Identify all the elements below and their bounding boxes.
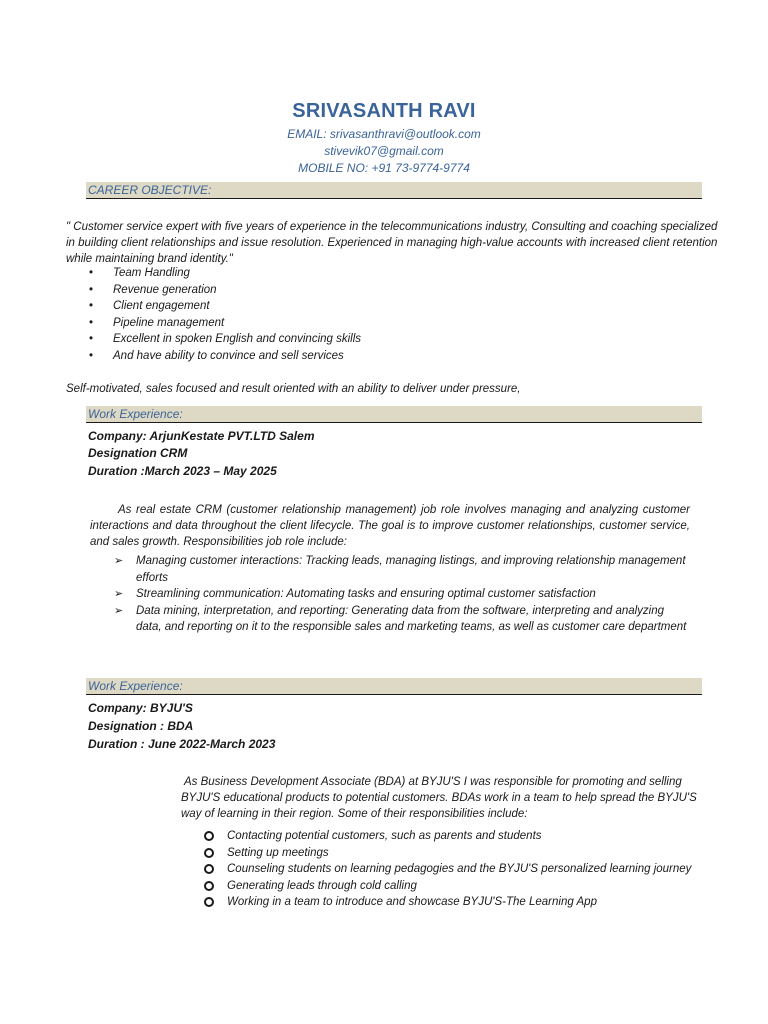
skills-list [89,265,673,365]
list-item: • Client engagement [89,300,210,313]
list-item: ➢ Streamlining communication: Automating tasks and ensuring optimal customer satisfaction [114,588,596,601]
designation: Designation : BDA [88,719,194,733]
list-item: Contacting potential customers, such as parents and students [227,828,727,845]
company-name: Company: ArjunKestate PVT.LTD Salem [88,429,315,443]
circle-bullet-icon [204,864,214,874]
job-description: As real estate CRM (customer relationship management) job role involves managing and analyzing customer interactions and data throughout the client lifecycle. The goal is to improve customer relationships, customer service, and sales growth. Responsibilities job role include: [90,504,690,548]
duration: Duration :March 2023 – May 2025 [88,464,277,478]
email-line-secondary: stivevik07@gmail.com [324,144,444,158]
circle-bullet-icon [204,897,214,907]
list-item: • And have ability to convince and sell services [89,349,344,362]
circle-bullet-icon [204,848,214,858]
email-line: EMAIL: srivasanthravi@outlook.com [287,127,481,141]
list-item: ➢ Data mining, interpretation, and reporting: Generating data from the software, interpreting and analyzing data, and reporting on it to the responsible sales and marketing teams, as well as customer care department [114,604,687,634]
list-item: • Pipeline management [89,316,225,329]
list-item: Setting up meetings [227,845,727,862]
duration: Duration : June 2022-March 2023 [88,737,276,751]
designation: Designation CRM [88,446,188,460]
objective-closing: Self-motivated, sales focused and result oriented with an ability to deliver under pressure, [66,383,521,395]
work-experience-heading: Work Experience: [86,678,702,695]
work-experience-heading: Work Experience: [86,406,702,423]
list-item: Generating leads through cold calling [227,878,727,895]
responsibilities-list [114,553,690,636]
circle-bullet-icon [204,831,214,841]
list-item: Working in a team to introduce and showcase BYJU'S-The Learning App [227,894,727,911]
list-item: Counseling students on learning pedagogies and the BYJU'S personalized learning journey [227,861,727,878]
list-item: • Team Handling [89,267,190,279]
candidate-name: SRIVASANTH RAVI [292,100,476,122]
mobile-line: MOBILE NO: +91 73-9774-9774 [298,161,470,175]
objective-summary: " Customer service expert with five years of experience in the telecommunications industry, Consulting and coaching specialized in building client relationships and issue resolution. Experienced in managing high-value accounts with increased client retention while maintaining brand identity." [66,221,718,265]
list-item: • Revenue generation [89,283,217,296]
list-item: ➢ Managing customer interactions: Tracking leads, managing listings, and improving relationship management efforts [114,555,686,584]
career-objective-heading: CAREER OBJECTIVE: [86,182,702,199]
responsibilities-list [227,828,727,911]
job-description: As Business Development Associate (BDA) at BYJU'S I was responsible for promoting and selling BYJU'S educational products to potential customers. BDAs work in a team to help spread the BYJU'S way of learning in their region. Some of their responsibilities include: [181,776,697,820]
list-item: • Excellent in spoken English and convincing skills [89,333,362,346]
company-name: Company: BYJU'S [88,701,193,715]
circle-bullet-icon [204,881,214,891]
